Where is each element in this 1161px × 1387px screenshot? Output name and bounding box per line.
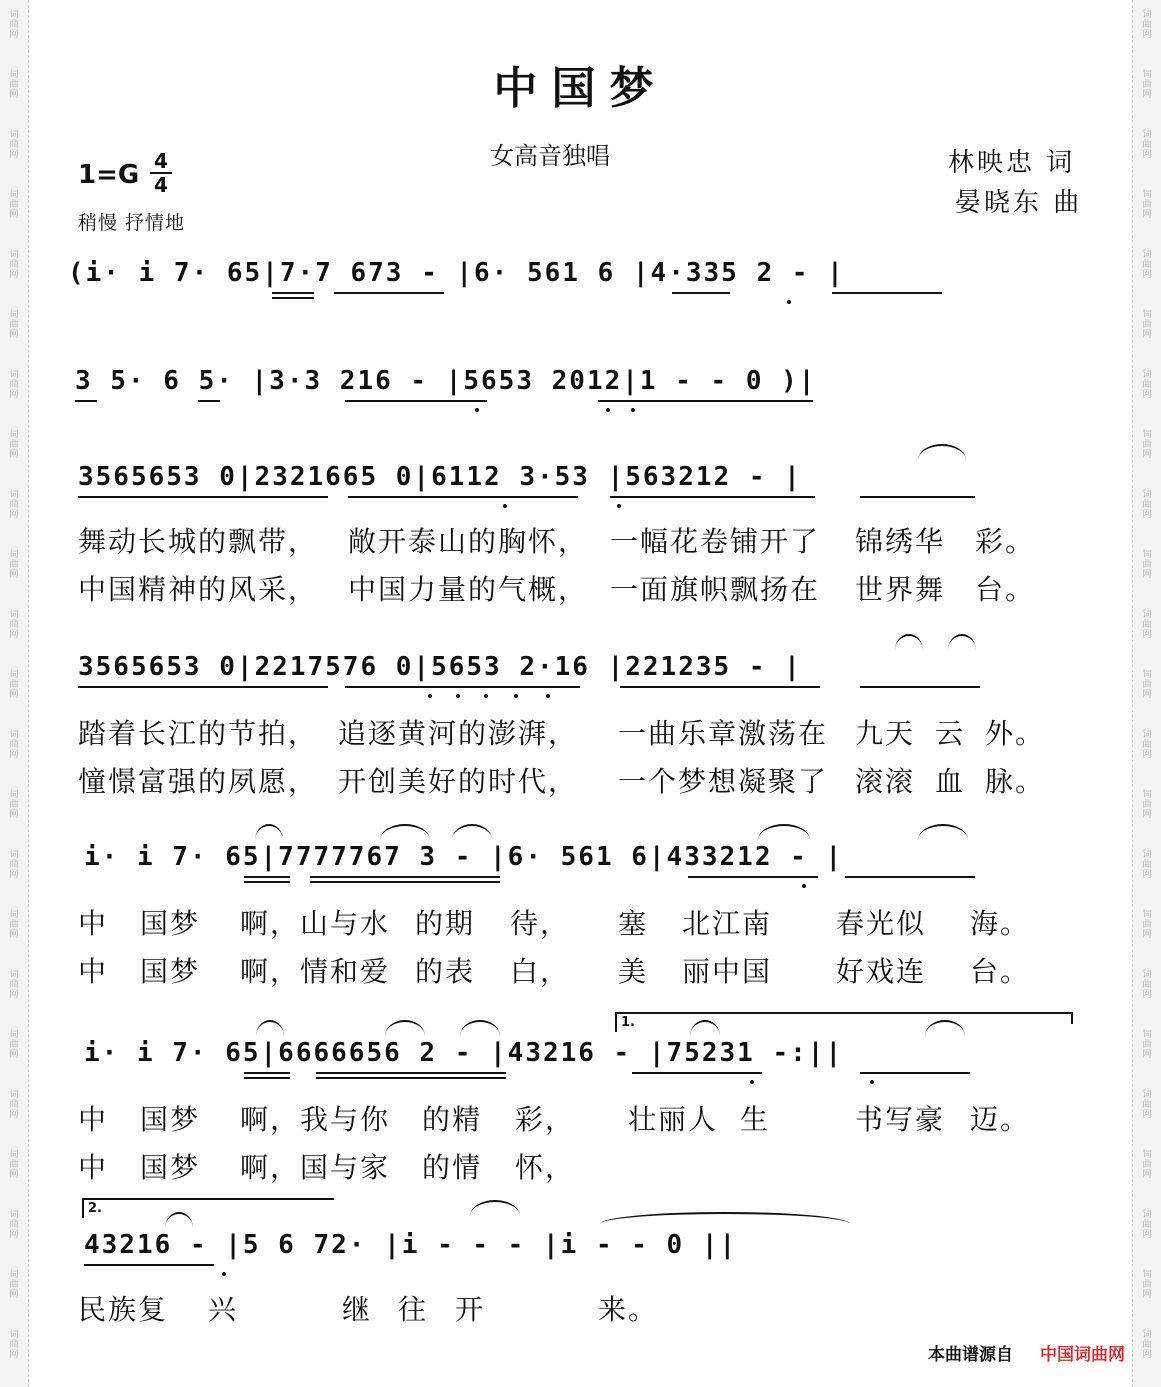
watermark-text: 词 曲 网 xyxy=(9,910,19,940)
second-ending-label: 2. xyxy=(88,1201,102,1216)
time-signature-bottom: 4 xyxy=(154,173,168,197)
lyric-chorus-2b: 国梦 xyxy=(140,955,201,988)
left-margin-watermark-strip xyxy=(0,0,29,1387)
slur xyxy=(385,1020,425,1036)
watermark-text: 词 曲 网 xyxy=(1142,250,1152,280)
watermark-text: 词 曲 网 xyxy=(9,1150,19,1180)
underline xyxy=(845,876,975,878)
song-title: 中国梦 xyxy=(493,63,668,114)
lyric-verse-3e: 云 xyxy=(935,717,966,750)
underline xyxy=(310,881,500,883)
lower-octave-dot xyxy=(606,408,610,412)
footer-site-link[interactable]: 中国词曲网 xyxy=(1040,1345,1125,1365)
underline xyxy=(610,496,815,498)
score-row-3: 3565653 0|2321665 0|6112 3·53 |563212 - | xyxy=(78,462,802,492)
score-row-6: i· i 7· 65|6666656 2 - |43216 - |75231 -:|| xyxy=(84,1038,844,1068)
underline xyxy=(345,686,580,688)
watermark-text: 词 曲 网 xyxy=(1142,1270,1152,1300)
lyric-chorus-2i: 台。 xyxy=(970,955,1031,988)
watermark-text: 词 曲 网 xyxy=(1142,1330,1152,1360)
watermark-text: 词 曲 网 xyxy=(1142,850,1152,880)
first-ending-bracket xyxy=(615,1012,1073,1032)
watermark-text: 词 曲 网 xyxy=(1142,910,1152,940)
lyric-end-a: 民族复 xyxy=(78,1293,169,1326)
lyric-verse-1e: 彩。 xyxy=(975,525,1036,558)
lyric-chorus-3f: 壮丽人 xyxy=(628,1103,719,1136)
lyric-verse-4c: 一个梦想凝聚了 xyxy=(618,765,829,798)
lyric-chorus-1a: 中 xyxy=(78,907,109,940)
underline xyxy=(860,1072,970,1074)
underline xyxy=(75,400,97,402)
lyric-verse-3a: 踏着长江的节拍， xyxy=(78,717,319,750)
lyric-chorus-2g: 丽中国 xyxy=(682,955,773,988)
underline xyxy=(598,400,813,402)
lyric-chorus-2h: 好戏连 xyxy=(836,955,927,988)
underline xyxy=(316,1077,506,1079)
lyric-chorus-3e: 彩， xyxy=(515,1103,576,1136)
watermark-text: 词 曲 网 xyxy=(9,190,19,220)
song-subtitle: 女高音独唱 xyxy=(490,142,610,170)
underline xyxy=(860,686,980,688)
lower-octave-dot xyxy=(222,1272,226,1276)
lyric-end-c: 继 xyxy=(342,1293,373,1326)
watermark-text: 词 曲 网 xyxy=(1142,1030,1152,1060)
watermark-text: 词 曲 网 xyxy=(1142,970,1152,1000)
right-margin-watermark-strip xyxy=(1132,0,1161,1387)
underline xyxy=(272,297,314,299)
watermark-text: 词 曲 网 xyxy=(9,1090,19,1120)
underline xyxy=(84,1264,214,1266)
watermark-text: 词 曲 网 xyxy=(1142,70,1152,100)
underline xyxy=(632,1072,762,1074)
watermark-text: 词 曲 网 xyxy=(1142,310,1152,340)
lower-octave-dot xyxy=(750,1080,754,1084)
watermark-text: 词 曲 网 xyxy=(9,250,19,280)
lower-octave-dot xyxy=(546,694,550,698)
lyric-chorus-3c: 啊，我与你 xyxy=(240,1103,391,1136)
slur xyxy=(895,634,923,650)
watermark-text: 词 曲 网 xyxy=(1142,370,1152,400)
underline xyxy=(348,496,578,498)
lyric-chorus-3a: 中 xyxy=(78,1103,109,1136)
lyricist-credit: 林映忠 词 xyxy=(948,148,1076,178)
watermark-text: 词 曲 网 xyxy=(9,1210,19,1240)
lyric-chorus-1h: 春光似 xyxy=(836,907,927,940)
lyric-verse-2b: 中国力量的气概， xyxy=(348,573,589,606)
score-row-2: 3 5· 6 5· |3·3 216 - |5653 2012|1 - - 0 )| xyxy=(75,366,817,396)
underline xyxy=(345,400,487,402)
slur xyxy=(758,824,810,840)
underline xyxy=(832,292,942,294)
lower-octave-dot xyxy=(484,694,488,698)
lyric-verse-1 xyxy=(78,520,318,560)
lower-octave-dot xyxy=(870,1080,874,1084)
second-ending-bracket xyxy=(82,1198,334,1218)
lyric-chorus-3i: 迈。 xyxy=(970,1103,1031,1136)
lyric-verse-2d: 世界舞 xyxy=(855,573,946,606)
lyric-verse-1c: 一幅花卷铺开了 xyxy=(610,525,821,558)
lyric-chorus-4e: 怀， xyxy=(515,1151,576,1184)
lyric-verse-4a: 憧憬富强的夙愿， xyxy=(78,765,319,798)
watermark-text: 词 曲 网 xyxy=(9,1030,19,1060)
lyric-phrase: 舞动长城的飘带， xyxy=(78,525,319,558)
watermark-text: 词 曲 网 xyxy=(9,1330,19,1360)
lyric-chorus-4b: 国梦 xyxy=(140,1151,201,1184)
lower-octave-dot xyxy=(503,504,507,508)
lyric-verse-4b: 开创美好的时代， xyxy=(338,765,579,798)
first-ending-bracket-end xyxy=(1071,1012,1073,1024)
first-ending-label: 1. xyxy=(621,1015,635,1030)
watermark-text: 词 曲 网 xyxy=(1142,790,1152,820)
lyric-chorus-1d: 的期 xyxy=(415,907,476,940)
lyric-chorus-3g: 生 xyxy=(740,1103,771,1136)
score-row-1: (i· i 7· 65|7·7 673 - |6· 561 6 |4·335 2 - | xyxy=(68,258,845,288)
watermark-text: 词 曲 网 xyxy=(1142,10,1152,40)
watermark-text: 词 曲 网 xyxy=(9,730,19,760)
lower-octave-dot xyxy=(428,694,432,698)
underline xyxy=(316,1072,506,1074)
time-signature-top: 4 xyxy=(154,149,168,173)
lyric-verse-1d: 锦绣华 xyxy=(855,525,946,558)
lyric-end-f: 来。 xyxy=(598,1293,659,1326)
watermark-text: 词 曲 网 xyxy=(9,1270,19,1300)
lyric-end-d: 往 xyxy=(398,1293,429,1326)
watermark-text: 词 曲 网 xyxy=(1142,730,1152,760)
lyric-chorus-1b: 国梦 xyxy=(140,907,201,940)
slur xyxy=(256,1020,284,1036)
lyric-chorus-2c: 啊，情和爱 xyxy=(240,955,391,988)
lyric-end-e: 开 xyxy=(455,1293,486,1326)
lower-octave-dot xyxy=(802,884,806,888)
slur xyxy=(470,1200,520,1216)
watermark-text: 词 曲 网 xyxy=(9,370,19,400)
watermark-text: 词 曲 网 xyxy=(9,850,19,880)
underline xyxy=(272,292,314,294)
underline xyxy=(310,876,500,878)
watermark-text: 词 曲 网 xyxy=(1142,430,1152,460)
watermark-text: 词 曲 网 xyxy=(9,70,19,100)
underline xyxy=(620,686,820,688)
tempo-marking: 稍慢 抒情地 xyxy=(78,212,186,234)
lyric-chorus-4d: 的情 xyxy=(422,1151,483,1184)
lyric-verse-2a: 中国精神的风采， xyxy=(78,573,319,606)
watermark-text: 词 曲 网 xyxy=(9,430,19,460)
lyric-verse-3c: 一曲乐章激荡在 xyxy=(618,717,829,750)
lyric-verse-3b: 追逐黄河的澎湃， xyxy=(338,717,579,750)
lower-octave-dot xyxy=(475,408,479,412)
lower-octave-dot xyxy=(787,300,791,304)
watermark-text: 词 曲 网 xyxy=(1142,670,1152,700)
lower-octave-dot xyxy=(514,694,518,698)
underline xyxy=(688,876,818,878)
watermark-text: 词 曲 网 xyxy=(9,490,19,520)
watermark-text: 词 曲 网 xyxy=(1142,130,1152,160)
underline xyxy=(78,496,328,498)
slur xyxy=(380,824,430,840)
lyric-chorus-3d: 的精 xyxy=(422,1103,483,1136)
lyric-chorus-2f: 美 xyxy=(618,955,649,988)
score-row-5: i· i 7· 65|7777767 3 - |6· 561 6|433212 - | xyxy=(84,842,844,872)
underline xyxy=(244,876,290,878)
key-signature: 1=G xyxy=(78,160,140,190)
lyric-chorus-4a: 中 xyxy=(78,1151,109,1184)
slur xyxy=(948,634,976,650)
watermark-text: 词 曲 网 xyxy=(9,310,19,340)
underline xyxy=(244,1072,290,1074)
lyric-verse-1b: 敞开泰山的胸怀， xyxy=(348,525,589,558)
watermark-text: 词 曲 网 xyxy=(9,610,19,640)
lyric-chorus-1e: 待， xyxy=(510,907,571,940)
slur xyxy=(918,444,966,460)
lyric-chorus-3b: 国梦 xyxy=(140,1103,201,1136)
watermark-text: 词 曲 网 xyxy=(1142,190,1152,220)
watermark-text: 词 曲 网 xyxy=(1142,490,1152,520)
lower-octave-dot xyxy=(456,694,460,698)
underline xyxy=(244,1077,290,1079)
lyric-chorus-2d: 的表 xyxy=(415,955,476,988)
watermark-text: 词 曲 网 xyxy=(9,550,19,580)
watermark-text: 词 曲 网 xyxy=(1142,1150,1152,1180)
underline xyxy=(860,496,975,498)
lyric-chorus-1f: 塞 xyxy=(618,907,649,940)
score-row-7: 43216 - |5 6 72· |i - - - |i - - 0 || xyxy=(84,1230,738,1260)
score-row-4: 3565653 0|2217576 0|5653 2·16 |221235 - | xyxy=(78,652,802,682)
lyric-chorus-4c: 啊，国与家 xyxy=(240,1151,391,1184)
lyric-verse-2c: 一面旗帜飘扬在 xyxy=(610,573,821,606)
lyric-verse-4f: 脉。 xyxy=(985,765,1046,798)
watermark-text: 词 曲 网 xyxy=(9,670,19,700)
slur xyxy=(452,824,492,840)
lower-octave-dot xyxy=(631,408,635,412)
watermark-text: 词 曲 网 xyxy=(1142,1090,1152,1120)
composer-credit: 晏晓东 曲 xyxy=(955,188,1083,218)
tie xyxy=(600,1212,850,1224)
underline xyxy=(672,292,730,294)
lyric-verse-4e: 血 xyxy=(935,765,966,798)
lyric-chorus-1c: 啊，山与水 xyxy=(240,907,391,940)
lyric-chorus-2a: 中 xyxy=(78,955,109,988)
underline xyxy=(334,292,444,294)
lyric-chorus-1i: 海。 xyxy=(970,907,1031,940)
lyric-verse-3d: 九天 xyxy=(855,717,916,750)
watermark-text: 词 曲 网 xyxy=(1142,550,1152,580)
underline xyxy=(244,881,290,883)
lyric-verse-2e: 台。 xyxy=(975,573,1036,606)
lyric-verse-4d: 滚滚 xyxy=(855,765,916,798)
watermark-text: 词 曲 网 xyxy=(1142,610,1152,640)
slur xyxy=(460,1020,500,1036)
lyric-chorus-1g: 北江南 xyxy=(682,907,773,940)
lyric-verse-3f: 外。 xyxy=(985,717,1046,750)
lyric-chorus-2e: 白， xyxy=(510,955,571,988)
lower-octave-dot xyxy=(617,504,621,508)
time-signature xyxy=(150,150,172,196)
watermark-text: 词 曲 网 xyxy=(1142,1210,1152,1240)
watermark-text: 词 曲 网 xyxy=(9,10,19,40)
slur xyxy=(255,824,283,840)
underline xyxy=(198,400,220,402)
footer-source-note: 本曲谱源自 xyxy=(928,1345,1013,1365)
watermark-text: 词 曲 网 xyxy=(9,790,19,820)
watermark-text: 词 曲 网 xyxy=(9,970,19,1000)
watermark-text: 词 曲 网 xyxy=(9,130,19,160)
slur xyxy=(918,824,968,840)
underline xyxy=(78,686,328,688)
lyric-chorus-3h: 书写豪 xyxy=(855,1103,946,1136)
lyric-end-b: 兴 xyxy=(208,1293,239,1326)
